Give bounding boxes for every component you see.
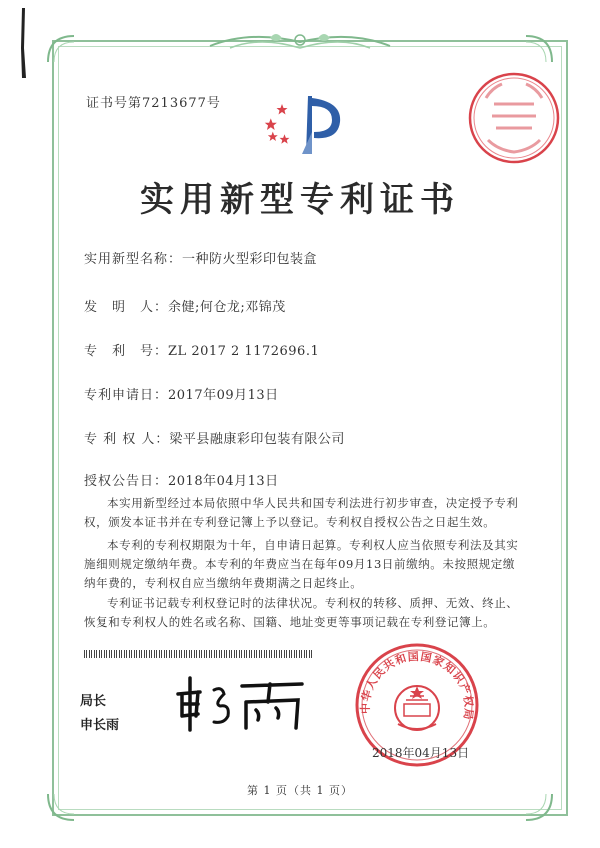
field-label: 实用新型名称： <box>84 252 183 267</box>
scan-artifact <box>16 8 30 78</box>
barcode <box>84 650 314 658</box>
sipo-logo-icon <box>262 92 352 162</box>
director-signature <box>170 672 310 732</box>
field-label: 专利申请日： <box>84 388 169 403</box>
body-paragraph: 本实用新型经过本局依照中华人民共和国专利法进行初步审查，决定授予专利权，颁发本证书并在专利登记簿上予以登记。专利权自授权公告之日起生效。 <box>84 496 519 529</box>
inventor-field <box>84 296 286 315</box>
field-value: 2017年09月13日 <box>168 388 279 403</box>
field-value: 梁平县融康彩印包装有限公司 <box>169 432 345 447</box>
field-label: 授权公告日： <box>84 474 169 489</box>
office-seal-stamp <box>466 70 562 166</box>
field-label: 专 利 权 人： <box>84 432 170 447</box>
field-label: 专 利 号： <box>84 344 169 359</box>
corner-ornament-icon <box>44 32 78 66</box>
utility-model-name-field <box>84 248 317 267</box>
field-value: ZL 2017 2 1172696.1 <box>168 344 320 359</box>
body-paragraph: 本专利的专利权期限为十年，自申请日起算。专利权人应当依照专利法及其实施细则规定缴纳年费。本专利的年费应当在每年09月13日前缴纳。未按照规定缴纳年费的，专利权自应当缴纳年费期满之日起终止。 <box>84 538 519 590</box>
certificate-title: 实用新型专利证书 <box>140 180 460 220</box>
corner-ornament-icon <box>522 32 556 66</box>
field-value: 2018年04月13日 <box>168 474 279 489</box>
top-ornament-icon <box>200 28 400 54</box>
grant-date-field <box>84 470 279 489</box>
seal-date: 2018年04月13日 <box>372 746 470 760</box>
certificate-number: 证书号第7213677号 <box>86 96 221 111</box>
filing-date-field <box>84 384 279 403</box>
director-title: 局长 <box>80 694 107 709</box>
field-value: 一种防火型彩印包装盒 <box>182 252 318 267</box>
director-name: 申长雨 <box>80 718 120 733</box>
svg-text:中华人民共和国国家知识产权局: 中华人民共和国国家知识产权局 <box>358 649 476 722</box>
patent-holder-field <box>84 428 345 447</box>
field-label: 发 明 人： <box>84 300 169 315</box>
field-value: 余健;何仓龙;邓锦茂 <box>168 300 286 315</box>
page-number: 第 1 页（共 1 页） <box>247 784 353 797</box>
body-paragraph: 专利证书记载专利权登记时的法律状况。专利权的转移、质押、无效、终止、恢复和专利权人的姓名或名称、国籍、地址变更等事项记载在专利登记簿上。 <box>84 596 519 629</box>
patent-number-field <box>84 340 319 359</box>
